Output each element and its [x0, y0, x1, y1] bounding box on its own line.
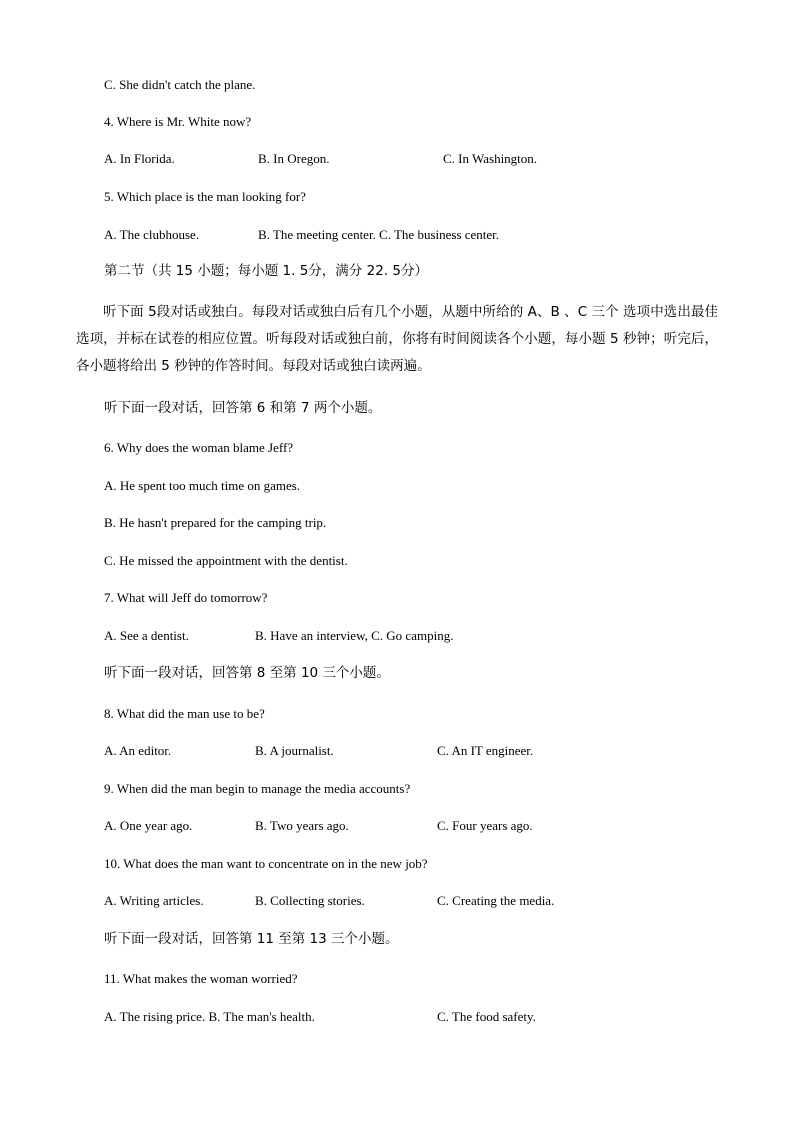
q10-option-a: A. Writing articles. — [104, 893, 204, 908]
q7-option-bc: B. Have an interview, C. Go camping. — [255, 628, 454, 643]
q4-option-c: C. In Washington. — [443, 151, 538, 166]
q6-option-b: B. He hasn't prepared for the camping trip. — [104, 515, 327, 530]
group1-intro: 听下面一段对话，回答第 6 和第 7 两个小题。 — [104, 400, 382, 416]
q6-option-a: A. He spent too much time on games. — [104, 478, 301, 493]
q4-question: 4. Where is Mr. White now? — [104, 114, 252, 129]
q5-option-bc: B. The meeting center. C. The business center. — [258, 227, 500, 242]
q10-question: 10. What does the man want to concentrate on in the new job? — [104, 856, 428, 871]
q3-option-c: C. She didn't catch the plane. — [104, 77, 256, 92]
q6-question: 6. Why does the woman blame Jeff? — [104, 440, 294, 455]
q9-option-c: C. Four years ago. — [437, 818, 533, 833]
q8-option-a: A. An editor. — [104, 743, 172, 758]
q4-option-a: A. In Florida. — [104, 151, 175, 166]
group3-intro: 听下面一段对话，回答第 11 至第 13 三个小题。 — [104, 931, 399, 947]
q9-option-b: B. Two years ago. — [255, 818, 349, 833]
q8-option-b: B. A journalist. — [255, 743, 334, 758]
q11-option-ab: A. The rising price. B. The man's health. — [104, 1009, 315, 1024]
q9-question: 9. When did the man begin to manage the media accounts? — [104, 781, 411, 796]
section2-heading: 第二节（共 15 小题；每小题 1. 5分，满分 22. 5分） — [104, 263, 428, 279]
q8-question: 8. What did the man use to be? — [104, 706, 265, 721]
q11-question: 11. What makes the woman worried? — [104, 971, 298, 986]
section2-instructions: 听下面 5段对话或独白。每段对话或独白后有几个小题，从题中所给的 A、B 、C 三个 选项中选出最佳选项，并标在试卷的相应位置。听每段对话或独白前，你将有时间阅读各个小题，每小题 5 秒钟；听完后，各小题将给出 5 秒钟的作答时间。每段对话或独白读两遍。 — [76, 304, 718, 374]
q5-question: 5. Which place is the man looking for? — [104, 189, 306, 204]
q10-option-b: B. Collecting stories. — [255, 893, 365, 908]
q11-option-c: C. The food safety. — [437, 1009, 536, 1024]
q9-option-a: A. One year ago. — [104, 818, 193, 833]
q4-option-b: B. In Oregon. — [258, 151, 330, 166]
q6-option-c: C. He missed the appointment with the dentist. — [104, 553, 348, 568]
group2-intro: 听下面一段对话，回答第 8 至第 10 三个小题。 — [104, 665, 390, 681]
q5-option-a: A. The clubhouse. — [104, 227, 200, 242]
q8-option-c: C. An IT engineer. — [437, 743, 534, 758]
q10-option-c: C. Creating the media. — [437, 893, 555, 908]
q7-question: 7. What will Jeff do tomorrow? — [104, 590, 268, 605]
q7-option-a: A. See a dentist. — [104, 628, 189, 643]
